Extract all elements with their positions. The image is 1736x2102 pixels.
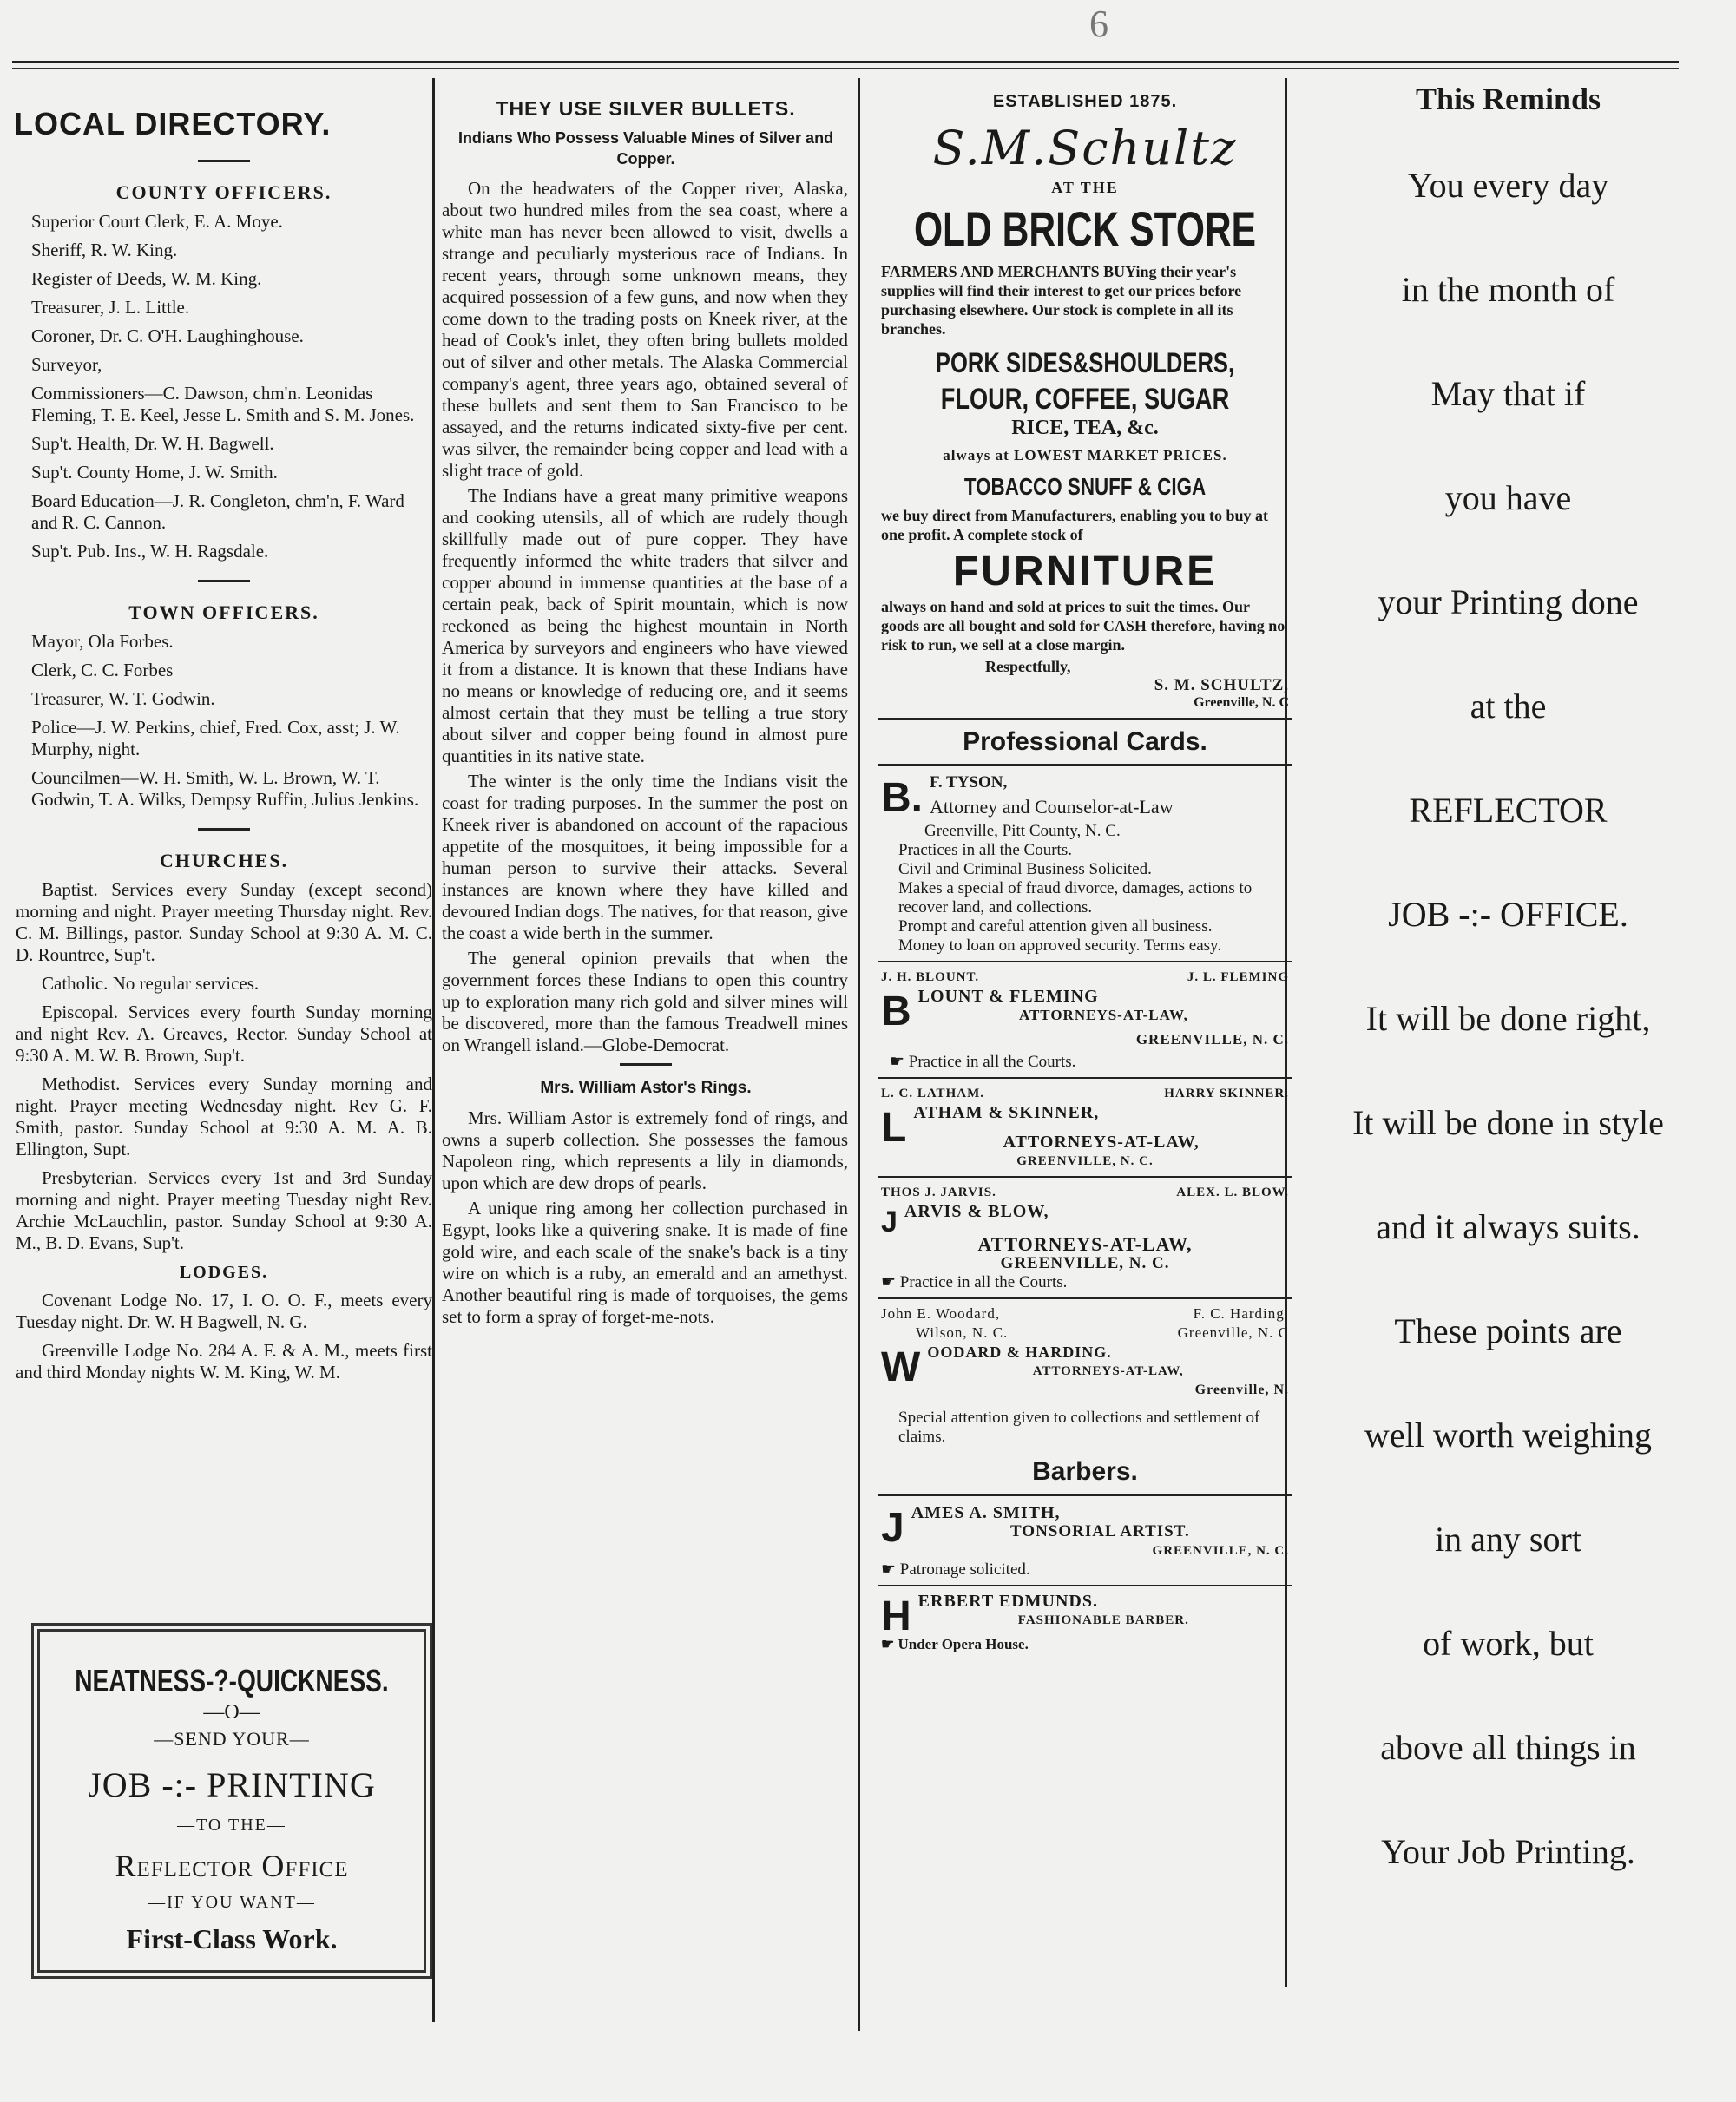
lodge-list [12,1290,436,1383]
jarvis-place: GREENVILLE, N. C. [1000,1254,1170,1272]
tyson-lines-item: Civil and Criminal Business Solicited. [898,860,1152,878]
county-list-item: Sup't. Health, Dr. W. H. Bagwell. [31,433,274,454]
church-list [12,879,436,1254]
jarvis-title: ATTORNEYS-AT-LAW, [977,1233,1193,1255]
article-column [438,76,853,2029]
schultz-furniture: FURNITURE [952,548,1218,594]
top-rule [12,61,1679,69]
rule [878,1494,1292,1496]
neatness-to: —TO THE— [177,1816,286,1835]
neatness-office: Reflector Office [115,1849,349,1883]
reminder-line: in the month of [1401,270,1615,309]
church-list-item: Episcopal. Services every fourth Sunday morning and night Rev. A. Greaves, Rector. Sunday School at 9:30 A. M. W. B. Brown, Sup't. [16,1002,432,1066]
blount-card [881,968,1289,1072]
blount-title: ATTORNEYS-AT-LAW, [1018,1007,1188,1023]
woodard-firm: OODARD & HARDING. [927,1343,1112,1361]
schultz-direct: we buy direct from Manufacturers, enabling you to buy at one profit. A complete stock of [881,507,1269,543]
schultz-name: S.M.Schultz [932,121,1238,175]
schultz-place: Greenville, N. C [1194,695,1289,710]
reminder-column [1293,76,1723,2012]
rule [878,764,1292,766]
reminder-title: This Reminds [1415,82,1601,116]
woodard-initial: W [881,1344,921,1390]
reminder-line: You every day [1407,166,1609,205]
art2-item: Mrs. William Astor is extremely fond of rings, and owns a superb collection. She possesses the famous Napoleon ring, which represents a lily in diamonds, upon which are dew drops of pearls. [442,1107,848,1193]
jarvis-names [881,1183,1289,1202]
schultz-tobacco: TOBACCO SNUFF & CIGA [963,473,1207,500]
county-list-item: Sup't. County Home, J. W. Smith. [31,462,278,483]
blount-firm: LOUNT & FLEMING [917,987,1099,1006]
lodge-list-item: Greenville Lodge No. 284 A. F. & A. M., meets first and third Monday nights W. M. King, W. M. [16,1340,432,1383]
reminder-line: your Printing done [1378,582,1639,621]
schultz-established: ESTABLISHED 1875. [992,92,1178,111]
reminder-line: REFLECTOR [1409,791,1608,830]
blount-names [881,968,1289,987]
tyson-title: Attorney and Counselor-at-Law [930,796,1174,818]
woodard-names [881,1304,1289,1324]
town-heading: TOWN OFFICERS. [128,601,319,623]
schultz-line1: PORK SIDES&SHOULDERS, [935,347,1235,378]
barbers-heading: Barbers. [1032,1457,1138,1486]
county-list-item: Treasurer, J. L. Little. [31,297,190,318]
tyson-initial: B. [881,775,923,821]
latham-left: L. C. LATHAM. [881,1087,984,1100]
latham-names [881,1084,1289,1103]
reminder-line: above all things in [1380,1728,1636,1767]
art1-item: The general opinion prevails that when the government forces these Indians to open this country up to exploration many rich gold and silver mines will be discovered, more than the famous Treadwell mines on Wrangell island.—Globe-Democrat. [442,948,848,1055]
jarvis-note: ☛ Practice in all the Courts. [881,1273,1068,1291]
reminder-line: and it always suits. [1376,1207,1641,1246]
short-rule [620,1063,672,1066]
county-list [12,211,436,562]
reminder-line: It will be done in style [1352,1103,1664,1142]
reminder-line: at the [1470,686,1547,726]
latham-firm: ATHAM & SKINNER, [913,1103,1100,1122]
schultz-line2: FLOUR, COFFEE, SUGAR [940,383,1230,416]
town-list-item: Police—J. W. Perkins, chief, Fred. Cox, asst; J. W. Murphy, night. [31,717,400,759]
schultz-signature: S. M. SCHULTZ, [1154,676,1289,694]
tyson-lines [881,841,1289,956]
short-rule [198,828,250,831]
woodard-left2: Wilson, N. C. [916,1324,1009,1341]
short-rule [198,580,250,582]
woodard-note: Special attention given to collections and settlement of claims. [898,1409,1260,1446]
woodard-card [881,1304,1289,1447]
tyson-lines-item: Prompt and careful attention given all business. [898,917,1213,936]
schultz-intro: FARMERS AND MERCHANTS BUYing their year's supplies will find their interest to get our prices before purchasing elsewhere. Our stock is complete in all its branches. [881,263,1242,338]
smith-card [881,1503,1289,1580]
reminder-line: Your Job Printing. [1381,1832,1635,1871]
church-list-item: Presbyterian. Services every 1st and 3rd Sunday morning and night. Prayer meeting Tuesday night Rev. Archie McLauchlin, pastor. Sunday School at 9:30 A. M., B. D. Evans, Sup't. [16,1167,432,1253]
latham-initial: L [881,1105,907,1151]
reminder-line: in any sort [1435,1520,1581,1559]
art1-item: On the headwaters of the Copper river, Alaska, about two hundred miles from the sea coast, where a white man has never been allowed to visit, dwells a strange and peculiarly mysterious race of Indians. In recent years, through some unknown means, they acquired possession of a few guns, and now when they come down to the trading posts on Kneek river, at the head of Cook's inlet, they often bring bullets molded out of silver and other metals. The Alaska Commercial company's agent, three years ago, obtained several of these bullets and sent them to San Francisco to be assayed, and the returns indicated sixty-five per cent. was silver, the remainder being copper and lead with a slight trace of gold. [442,178,848,481]
jarvis-firm: ARVIS & BLOW, [904,1202,1049,1221]
rule [878,718,1292,720]
tyson-lines-item: Money to loan on approved security. Terms easy. [898,936,1222,955]
smith-title: TONSORIAL ARTIST. [1009,1522,1190,1540]
churches-heading: CHURCHES. [159,850,289,871]
town-list-item: Treasurer, W. T. Godwin. [31,688,215,709]
article2-title: Mrs. William Astor's Rings. [540,1079,752,1097]
woodard-place: Greenville, N. [1194,1383,1289,1397]
jarvis-right: ALEX. L. BLOW. [1176,1186,1289,1199]
directory-title: LOCAL DIRECTORY. [14,106,332,141]
smith-note: ☛ Patronage solicited. [881,1560,1030,1579]
blount-note: ☛ Practice in all the Courts. [890,1053,1076,1071]
county-list-item: Surveyor, [31,354,102,375]
cards-heading: Professional Cards. [963,727,1207,756]
smith-name: AMES A. SMITH, [911,1503,1061,1522]
schultz-at-the: AT THE [1051,179,1119,196]
county-list-item: Commissioners—C. Dawson, chm'n. Leonidas Fleming, T. E. Keel, Jesse L. Smith and S. M. Jones. [31,383,415,425]
schultz-prices: always at LOWEST MARKET PRICES. [943,447,1227,463]
rule [878,1176,1292,1178]
tyson-place: Greenville, Pitt County, N. C. [924,822,1121,840]
rule [878,1585,1292,1586]
jarvis-left: THOS J. JARVIS. [881,1186,996,1199]
article1-subtitle: Indians Who Possess Valuable Mines of Silver and Copper. [457,129,834,168]
reminder-line: These points are [1394,1311,1622,1350]
blount-left: J. H. BLOUNT. [881,970,980,984]
county-list-item: Board Education—J. R. Congleton, chm'n, F. Ward and R. C. Cannon. [31,490,404,533]
county-list-item: Register of Deeds, W. M. King. [31,268,262,289]
county-list-item: Sheriff, R. W. King. [31,240,178,260]
smith-initial: J [881,1505,904,1551]
rule [878,1077,1292,1079]
neatness-send: —SEND YOUR— [154,1728,310,1750]
article1-title: THEY USE SILVER BULLETS. [496,97,796,120]
woodard-right2: Greenville, N. C [1177,1324,1289,1341]
tyson-lines-item: Makes a special of fraud divorce, damages, actions to recover land, and collections. [898,879,1253,916]
latham-place: GREENVILLE, N. C. [1016,1154,1154,1168]
reminder-line: May that if [1430,374,1586,413]
town-list-item: Councilmen—W. H. Smith, W. L. Brown, W. T. Godwin, T. A. Wilks, Dempsy Ruffin, Julius Jenkins. [31,767,419,810]
rule [878,1297,1292,1299]
lodges-heading: LODGES. [179,1263,269,1282]
county-list-item: Superior Court Clerk, E. A. Moye. [31,211,283,232]
edmunds-name: ERBERT EDMUNDS. [917,1592,1098,1611]
blount-place: GREENVILLE, N. C. [1135,1031,1289,1048]
art1-item: The winter is the only time the Indians visit the coast for trading purposes. In the summer the post on Kneek river is abandoned on account of the rapacious appetite of the mosquitoes, it being impossible for a human person to survive their attacks. Several instances are known where they have killed and devoured Indian dogs. The natives, for that reason, give the coast a wide berth in the summer. [442,771,848,943]
edmunds-initial: H [881,1593,911,1639]
woodard-names-2 [916,1324,1289,1343]
schultz-respectfully: Respectfully, [985,658,1071,675]
county-list-item: Sup't. Pub. Ins., W. H. Ragsdale. [31,541,269,562]
tyson-name: F. TYSON, [930,773,1008,792]
edmunds-card [881,1592,1289,1654]
reminder-text [1293,82,1723,1869]
town-list [12,631,436,811]
neatness-o: —O— [203,1701,260,1724]
reminder-line: of work, but [1423,1624,1594,1663]
church-list-item: Methodist. Services every Sunday morning and night. Prayer meeting Wednesday night. Rev G. F. Smith, pastor. Sunday School at 9:30 A. M. A. B. Ellington, Supt. [16,1074,432,1159]
edmunds-note: ☛ Under Opera House. [881,1636,1029,1652]
short-rule [198,160,250,162]
county-list-item: Coroner, Dr. C. O'H. Laughinghouse. [31,325,304,346]
smith-place: GREENVILLE, N. C. [1152,1544,1289,1558]
woodard-left: John E. Woodard, [881,1305,1001,1322]
tyson-lines-item: Practices in all the Courts. [898,841,1072,859]
neatness-work: First-Class Work. [126,1923,338,1954]
edmunds-title: FASHIONABLE BARBER. [1017,1613,1189,1627]
neatness-job: JOB -:- PRINTING [88,1765,376,1804]
tyson-card [881,773,1289,956]
schultz-terms: always on hand and sold at prices to suit the times. Our goods are all bought and sold for CASH therefore, having no risk to run, we sell at a close margin. [881,598,1286,654]
neatness-ad [31,1623,432,1979]
latham-title: ATTORNEYS-AT-LAW, [1003,1133,1200,1152]
jarvis-card [881,1183,1289,1292]
reminder-line: well worth weighing [1364,1416,1653,1455]
reminder-line: you have [1444,478,1572,517]
latham-right: HARRY SKINNER. [1164,1087,1289,1100]
county-heading: COUNTY OFFICERS. [115,181,332,203]
neatness-headline: NEATNESS-?-QUICKNESS. [75,1663,389,1698]
neatness-want: —IF YOU WANT— [148,1893,316,1912]
blount-right: J. L. FLEMING [1187,970,1289,984]
woodard-right: F. C. Harding, [1193,1305,1289,1322]
town-list-item: Mayor, Ola Forbes. [31,631,174,652]
art1-item: The Indians have a great many primitive weapons and cooking utensils, all of which are rudely though skillfully made out of pure copper. They have frequently informed the white traders that silver and copper abound in immense quantities at the base of a certain peak, back of Spirit mountain, which is now reckoned as being the highest mountain in North America by surveyors and engineers who have viewed it from a distance. It is known that these Indians have no means or knowledge of reducing ore, and it seems almost certain that they must be telling a true story about silver and copper being found in almost pure quantities in its native state. [442,485,848,766]
article2-body [438,1107,853,1328]
ads-column [872,76,1298,2003]
latham-card [881,1084,1289,1171]
lodge-list-item: Covenant Lodge No. 17, I. O. O. F., meets every Tuesday night. Dr. W. H Bagwell, N. G. [16,1290,432,1332]
art2-item: A unique ring among her collection purchased in Egypt, looks like a quivering snake. It is made of fine gold wire, and each scale of the snake's back is a tiny wire on which is a ruby, an emerald and an amethyst. Another beautiful ring is made of torquoises, the gems set to form a spray of forget-me-nots. [442,1198,848,1327]
church-list-item: Catholic. No regular services. [42,973,260,994]
blount-initial: B [881,989,911,1035]
town-list-item: Clerk, C. C. Forbes [31,660,174,680]
jarvis-initial: J [881,1205,898,1238]
woodard-title: ATTORNEYS-AT-LAW, [1032,1364,1184,1378]
schultz-store: OLD BRICK STORE [913,201,1257,256]
reminder-line: JOB -:- OFFICE. [1388,895,1628,934]
rule [878,961,1292,962]
column-divider-2 [858,78,860,2031]
schultz-line3: RICE, TEA, &c. [1011,417,1159,439]
church-list-item: Baptist. Services every Sunday (except second) morning and night. Prayer meeting Thursday night. Rev. C. M. Billings, pastor. Sunday School at 9:30 A. M. C. D. Rountree, Sup't. [16,879,432,965]
article1-body [438,178,853,1056]
reminder-line: It will be done right, [1365,999,1651,1038]
page-mark: 6 [1089,3,1108,45]
